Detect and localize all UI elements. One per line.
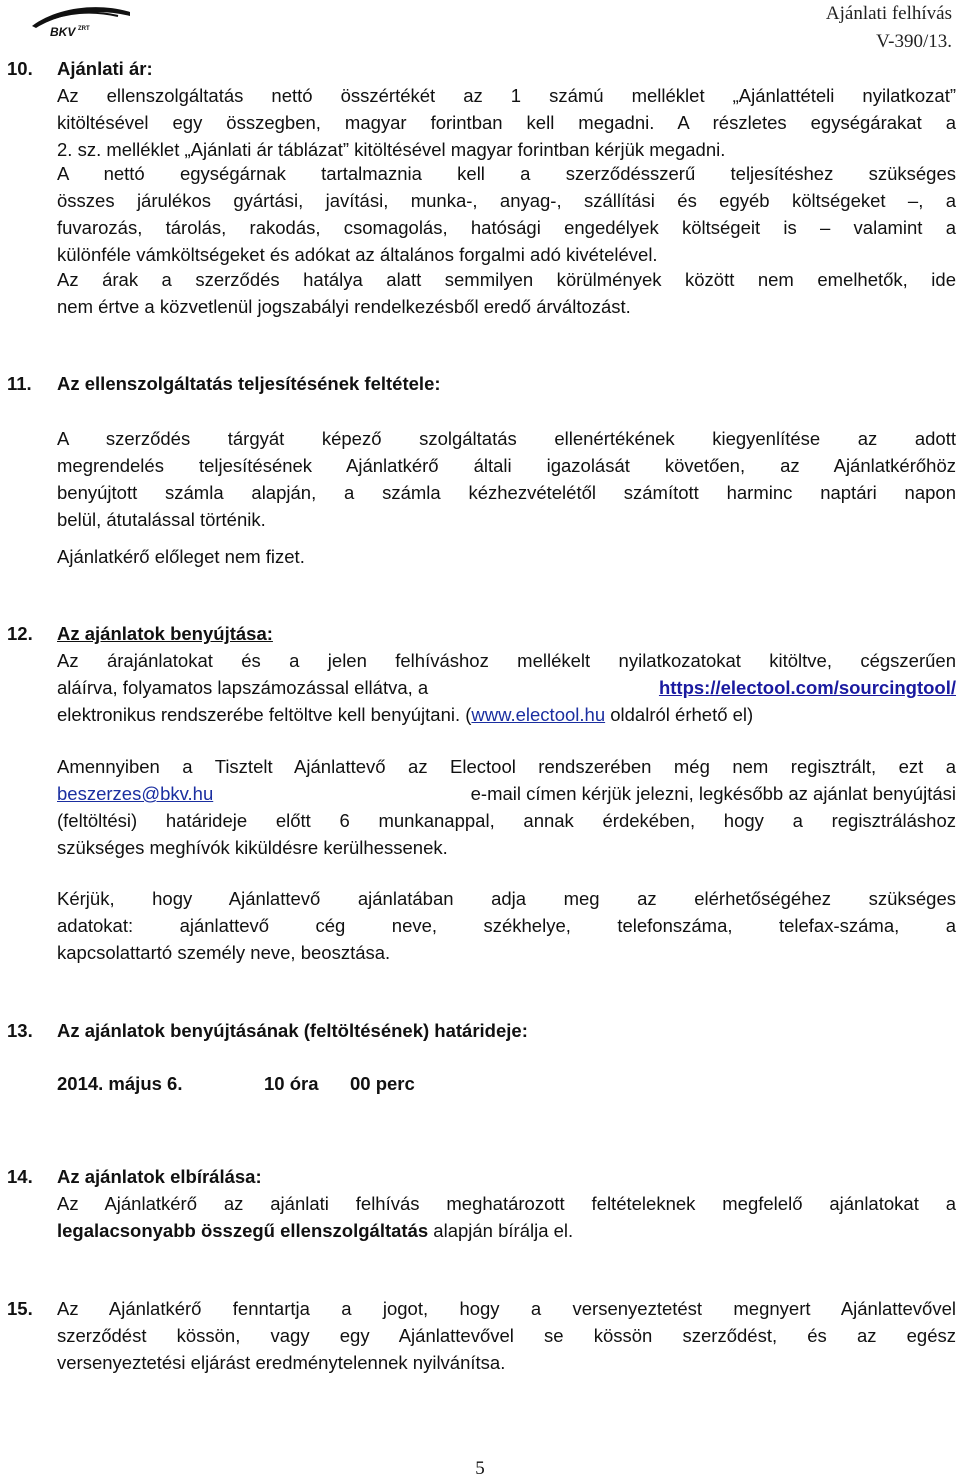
sourcing-tool-link[interactable]: https://electool.com/sourcingtool/ [658,677,956,698]
paragraph [57,82,956,163]
text-line: kitöltésével egy összegben, magyar forintban kell megadni. A részletes egységárakat a [57,112,956,133]
section-heading: Az ajánlatok elbírálása: [57,1166,262,1187]
text-line: versenyeztetési eljárást eredménytelennek nyilvánítsa. [57,1352,506,1373]
text-line [57,701,956,728]
section-number: 10. [7,58,33,79]
paragraph [57,647,956,728]
text-line: belül, átutalással történik. [57,509,266,530]
text-segment: e-mail címen kérjük jelezni, legkésőbb az ajánlat benyújtási [470,783,956,804]
paragraph [57,753,956,861]
text-line: különféle vámköltségeket és adókat az általános forgalmi adó kivételével. [57,244,658,265]
text-line: megrendelés teljesítésének Ajánlatkérő általi igazolását követően, az Ajánlatkérőhöz [57,455,956,476]
section-heading: Az ajánlatok benyújtásának (feltöltésének) határideje: [57,1020,528,1041]
deadline-hour: 10 óra [264,1073,319,1094]
paragraph [57,1295,956,1376]
text-line: Az árak a szerződés hatálya alatt semmilyen körülmények között nem emelhetők, ide [57,269,956,290]
text-line: Az Ajánlatkérő az ajánlati felhívás meghatározott feltételeknek megfelelő ajánlatokat a [57,1193,956,1214]
text-line: összes járulékos gyártási, javítási, munka-, anyag-, szállítási és egyéb költségeket –, a [57,190,956,211]
section-number: 13. [7,1020,33,1041]
paragraph [57,425,956,533]
section-number: 12. [7,623,33,644]
text-line [57,674,956,701]
text-line: Az árajánlatokat és a jelen felhíváshoz mellékelt nyilatkozatokat kitöltve, cégszerűen [57,650,956,671]
paragraph: Ajánlatkérő előleget nem fizet. [57,546,305,567]
text-segment: oldalról érhető el) [605,704,754,725]
text-line: 2. sz. melléklet „Ajánlati ár táblázat” kitöltésével magyar forintban kérjük megadni. [57,139,726,160]
text-line: Az Ajánlatkérő fenntartja a jogot, hogy a versenyeztetést megnyert Ajánlattevővel [57,1298,956,1319]
header-title: Ajánlati felhívás [825,3,952,24]
text-line: Amennyiben a Tisztelt Ajánlattevő az Electool rendszerében még nem regisztrált, ezt a [57,756,956,777]
paragraph [57,885,956,966]
deadline-minute: 00 perc [350,1073,415,1094]
bkv-logo [26,4,134,38]
text-line: A szerződés tárgyát képező szolgáltatás ellenértékének kiegyenlítése az adott [57,428,956,449]
svg-text:BKV: BKV [50,25,76,38]
text-line: A nettó egységárnak tartalmaznia kell a szerződésszerű teljesítéshez szükséges [57,163,956,184]
text-line: szerződést kössön, vagy egy Ajánlattevővel se kössön szerződést, és az egész [57,1325,956,1346]
text-segment-bold: legalacsonyabb összegű ellenszolgáltatás [57,1220,429,1241]
section-number: 11. [7,373,32,394]
section-number: 15. [7,1298,33,1319]
paragraph [57,266,956,320]
text-line: Kérjük, hogy Ajánlattevő ajánlatában adja meg az elérhetőségéhez szükséges [57,888,956,909]
text-segment: aláírva, folyamatos lapszámozással ellátva, a [57,677,429,698]
bkv-logo-icon [26,4,134,38]
text-line: benyújtott számla alapján, a számla kézhezvételétől számított harminc naptári napon [57,482,956,503]
deadline-date: 2014. május 6. [57,1073,183,1094]
text-line: adatokat: ajánlattevő cég neve, székhelye, telefonszáma, telefax-száma, a [57,915,956,936]
paragraph [57,160,956,268]
text-line: szükséges meghívók kiküldésre kerülhessenek. [57,837,448,858]
section-heading: Az ellenszolgáltatás teljesítésének feltétele: [57,373,441,394]
electool-link[interactable]: www.electool.hu [471,704,606,725]
text-line [57,1217,956,1244]
paragraph [57,1190,956,1244]
section-number: 14. [7,1166,33,1187]
text-line: Az ellenszolgáltatás nettó összértékét az 1 számú melléklet „Ajánlattételi nyilatkozat” [57,85,956,106]
header-ref: V-390/13. [876,31,952,52]
page-number: 5 [475,1458,485,1479]
section-heading: Az ajánlatok benyújtása: [57,623,273,644]
email-link[interactable]: beszerzes@bkv.hu [57,783,214,804]
text-line: (feltöltési) határideje előtt 6 munkanappal, annak érdekében, hogy a regisztráláshoz [57,810,956,831]
text-segment: alapján bírálja el. [428,1220,574,1241]
text-line [57,780,956,807]
svg-text:ZRT: ZRT [78,26,90,32]
text-line: nem értve a közvetlenül jogszabályi rendelkezésből eredő árváltozást. [57,296,631,317]
text-line: fuvarozás, tárolás, rakodás, csomagolás, hatósági engedélyek költségeit is – valamint a [57,217,956,238]
text-segment: elektronikus rendszerébe feltöltve kell benyújtani. ( [57,704,472,725]
section-heading: Ajánlati ár: [57,58,153,79]
text-line: kapcsolattartó személy neve, beosztása. [57,942,391,963]
